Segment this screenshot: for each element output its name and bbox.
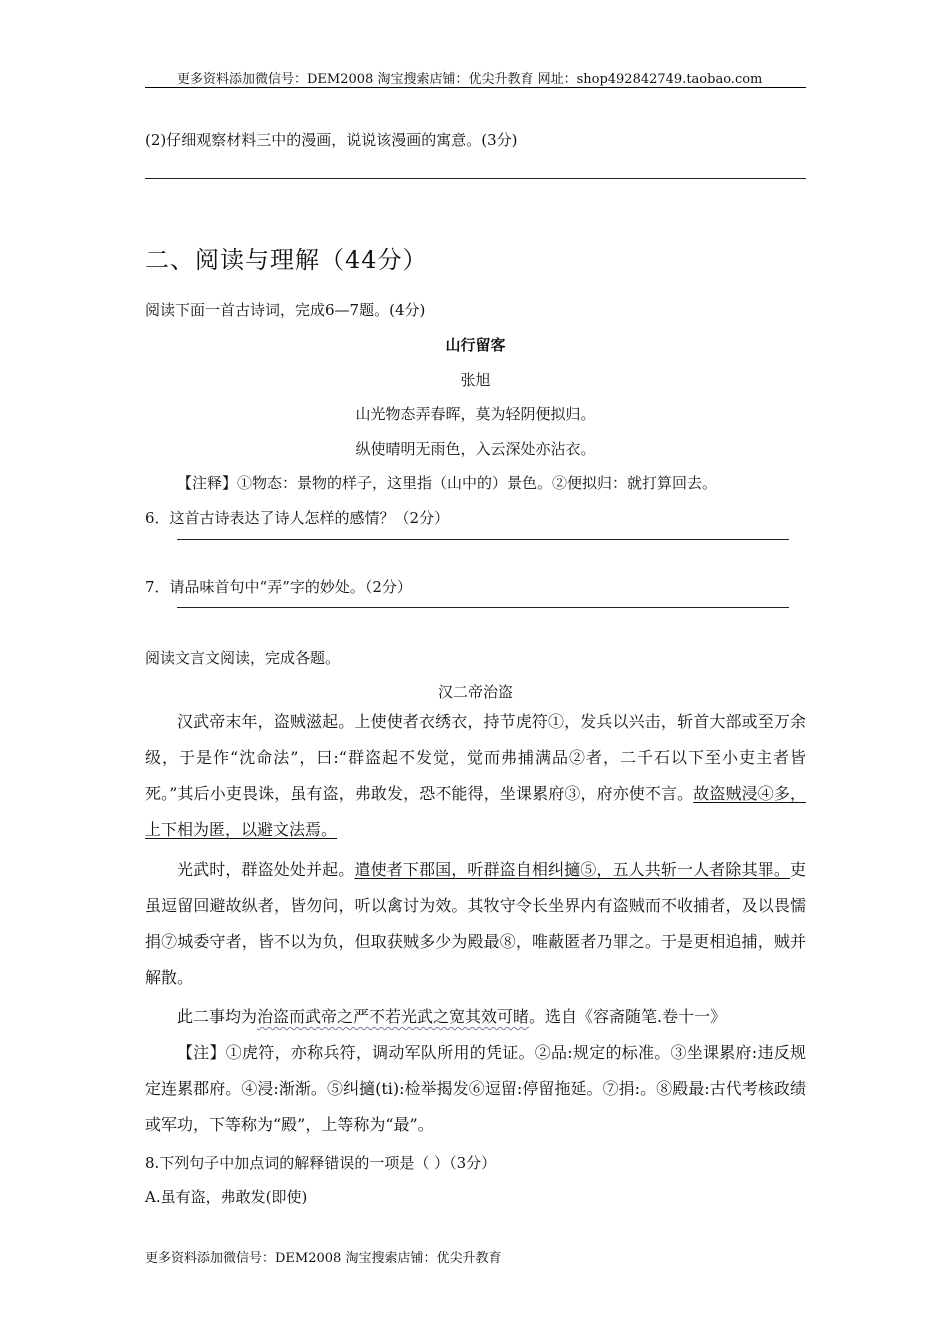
classical-intro: 阅读文言文阅读，完成各题。 <box>145 649 341 667</box>
poem-title: 山行留客 <box>445 336 506 354</box>
section-title: 二、阅读与理解（44分） <box>145 246 428 274</box>
question-7: 7．请品味首句中“弄”字的妙处。（2分） <box>145 578 412 596</box>
classical-note: 【注】①虎符，亦称兵符，调动军队所用的凭证。②品:规定的标准。③坐课累府:违反规定连累郡府。④浸:渐渐。⑤纠擿(ti):检举揭发⑥逗留:停留拖延。⑦捐:。⑧殿最:古代考核政绩或军功，下等称为“殿”，上等称为“最”。 <box>145 1043 806 1134</box>
paragraph-3-text-a: 此二事均为 <box>177 1007 258 1026</box>
paragraph-1-underlined: 故盗贼浸④多，上下相为匿，以避文法焉。 <box>145 784 806 839</box>
answer-line-7 <box>177 607 789 608</box>
question-8: 8.下列句子中加点词的解释错误的一项是（ ）（3分） <box>145 1154 497 1172</box>
paragraph-2-text-a: 光武时，群盗处处并起。 <box>177 860 355 879</box>
answer-line-5-2 <box>145 178 806 179</box>
page-footer: 更多资料添加微信号：DEM2008 淘宝搜索店铺：优尖升教育 <box>145 1251 502 1266</box>
poem-intro: 阅读下面一首古诗词，完成6—7题。(4分) <box>145 301 426 319</box>
question-5-2: (2)仔细观察材料三中的漫画，说说该漫画的寓意。(3分) <box>145 131 518 149</box>
paragraph-3-wavy: 治盗而武帝之严不若光武之宽其效可睹 <box>257 1007 530 1026</box>
classical-title: 汉二帝治盗 <box>437 683 513 701</box>
classical-paragraph-1 <box>145 704 806 848</box>
poem-line-2: 纵使晴明无雨色，入云深处亦沾衣。 <box>355 440 596 458</box>
poem-line-1: 山光物态弄春晖，莫为轻阴便拟归。 <box>355 405 596 423</box>
classical-paragraph-3 <box>145 999 806 1035</box>
poem-note: 【注释】①物态：景物的样子，这里指（山中的）景色。②便拟归：就打算回去。 <box>177 474 718 492</box>
paragraph-1-text: 汉武帝末年，盗贼滋起。上使使者衣绣衣，持节虎符①，发兵以兴击，斩首大部或至万余级，于是作“沈命法”，曰:“群盗起不发觉，觉而弗捕满品②者，二千石以下至小吏主者皆死。”其后小吏畏诛，虽有盗，弗敢发，恐不能得，坐课累府③，府亦使不言。 <box>145 712 806 803</box>
paragraph-2-underlined: 遣使者下郡国，听群盗自相纠擿⑤，五人共斩一人者除其罪。 <box>354 860 790 879</box>
paragraph-3-text-b: 。选自《容斋随笔.卷十一》 <box>529 1007 727 1026</box>
question-6: 6．这首古诗表达了诗人怎样的感情？（2分） <box>145 509 450 527</box>
classical-paragraph-2 <box>145 852 806 996</box>
answer-line-6 <box>177 539 789 540</box>
paragraph-2-text-b: 吏虽逗留回避故纵者，皆勿问，听以禽讨为效。其牧守令长坐界内有盗贼而不收捕者，及以畏懦捐⑦城委守者，皆不以为负，但取获贼多少为殿最⑧，唯蔽匿者乃罪之。于是更相追捕，贼并解散。 <box>145 860 806 987</box>
header-divider <box>145 87 806 88</box>
poem-author: 张旭 <box>460 371 491 389</box>
page-header: 更多资料添加微信号：DEM2008 淘宝搜索店铺：优尖升教育 网址：shop492842749.taobao.com <box>177 72 763 87</box>
question-8-option-a: A.虽有盗，弗敢发(即使) <box>145 1188 308 1206</box>
